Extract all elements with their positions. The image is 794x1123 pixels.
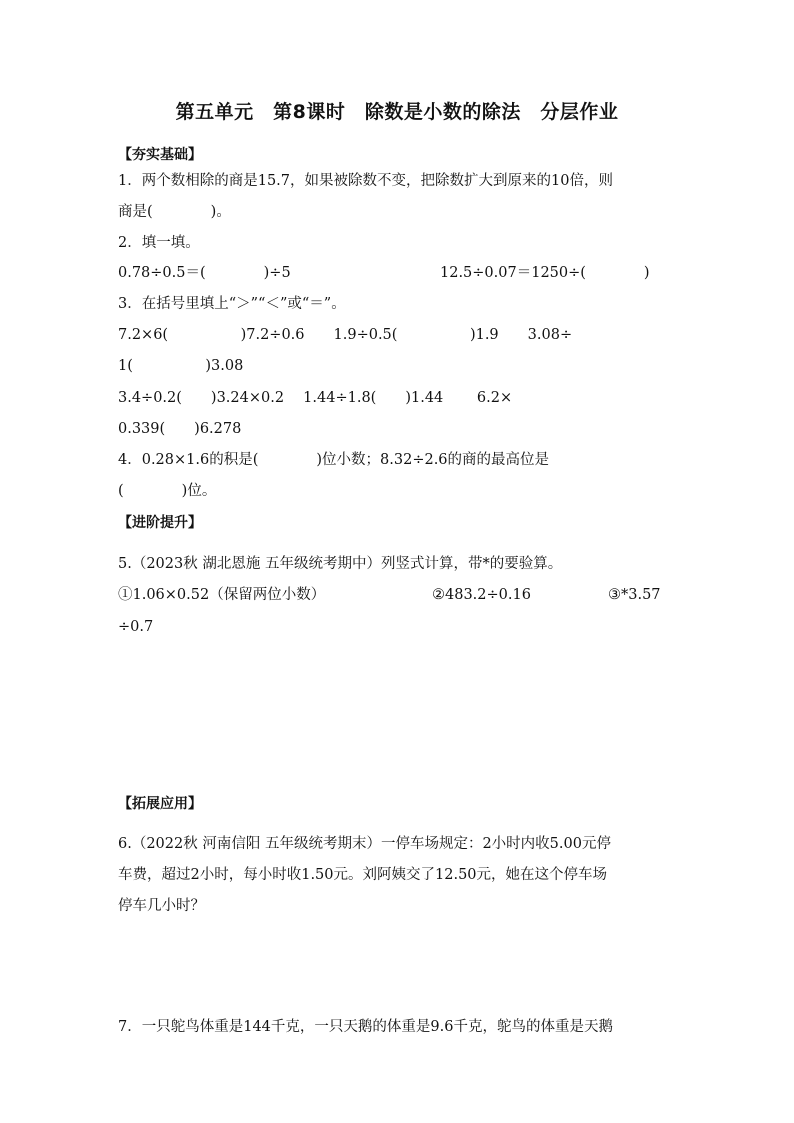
question-1-line-1: 1．两个数相除的商是15.7，如果被除数不变，把除数扩大到原来的10倍，则	[118, 173, 613, 189]
page-title: 第五单元 第8课时 除数是小数的除法 分层作业	[175, 101, 619, 123]
question-5-item-3: ③*3.57	[608, 587, 661, 603]
question-5-item-2: ②483.2÷0.16	[432, 587, 531, 603]
question-6-line-3: 停车几小时？	[118, 898, 205, 914]
question-3-line-3: 3.4÷0.2( )3.24×0.2 1.44÷1.8( )1.44 6.2×	[118, 390, 513, 406]
question-2-item-a: 0.78÷0.5＝( )÷5	[118, 265, 291, 281]
question-3-line-1: 7.2×6( )7.2÷0.6 1.9÷0.5( )1.9 3.08÷	[118, 327, 573, 343]
question-4-line-2: ( )位。	[118, 483, 217, 499]
question-1-line-2: 商是( )。	[118, 204, 231, 220]
section-extend: 【拓展应用】	[118, 796, 202, 812]
question-6-line-1: 6.（2022秋 河南信阳 五年级统考期末）一停车场规定：2小时内收5.00元停	[118, 836, 611, 852]
question-3-heading: 3．在括号里填上“＞”“＜”或“＝”。	[118, 296, 346, 312]
question-5-item-1: ①1.06×0.52（保留两位小数）	[118, 587, 326, 603]
question-6-line-2: 车费，超过2小时，每小时收1.50元。刘阿姨交了12.50元，她在这个停车场	[118, 867, 608, 883]
question-2-heading: 2．填一填。	[118, 235, 200, 251]
question-4-line-1: 4．0.28×1.6的积是( )位小数；8.32÷2.6的商的最高位是	[118, 452, 550, 468]
question-5-item-3-cont: ÷0.7	[118, 619, 154, 635]
question-3-line-4: 0.339( )6.278	[118, 421, 242, 437]
question-2-item-b: 12.5÷0.07＝1250÷( )	[440, 265, 650, 281]
question-7-line-1: 7．一只鸵鸟体重是144千克，一只天鹅的体重是9.6千克，鸵鸟的体重是天鹅	[118, 1019, 613, 1035]
section-advanced: 【进阶提升】	[118, 515, 202, 531]
question-5-heading: 5.（2023秋 湖北恩施 五年级统考期中）列竖式计算，带*的要验算。	[118, 556, 563, 572]
question-3-line-2: 1( )3.08	[118, 358, 244, 374]
section-basic: 【夯实基础】	[118, 147, 202, 163]
